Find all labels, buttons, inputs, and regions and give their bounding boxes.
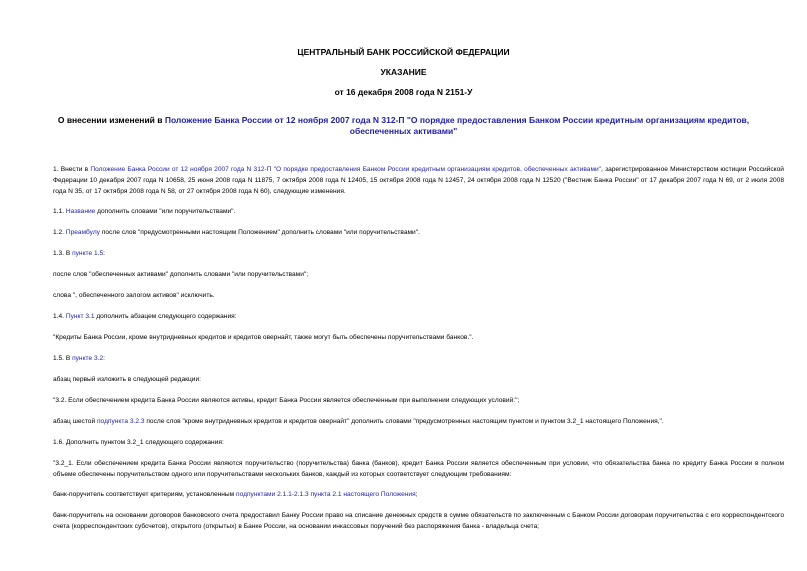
- paragraph-1-3-colon: :: [103, 250, 105, 257]
- document-date-heading: от 16 декабря 2008 года N 2151-У: [334, 87, 473, 97]
- paragraph-1-1: [40, 206, 784, 217]
- paragraph-1-2: [40, 227, 784, 238]
- paragraph-1-5-b-start: абзац шестой: [53, 418, 97, 425]
- paragraph-1-5-a: абзац первый изложить в следующей редакции:: [53, 376, 201, 383]
- subclauses-2-1-link[interactable]: подпунктами 2.1.1-2.1.3 пункта 2.1 настоящего Положения: [236, 491, 416, 498]
- paragraph-1-3: [40, 248, 784, 259]
- paragraph-1-start: 1. Внести в: [53, 166, 91, 173]
- title-regulation-link[interactable]: Положение Банка России от 12 ноября 2007 года N 312-П "О порядке предоставления Банком России кредитным организациям кредитов, обеспеченных активами": [164, 115, 750, 136]
- paragraph-1-3-b: слова ", обеспеченного залогом активов" исключить.: [53, 292, 215, 299]
- paragraph-1-6-b: банк-поручитель на основании договоров банковского счета предоставил Банку России право на списание денежных средств в сумме обязательств по заключенным с Банком России договорам поручительства с его корреспондентского счета (корреспондентских субсчетов), открытого (открытых) в Банке России, на основании инкассовых поручений без распоряжения банка - владельца счета;: [53, 512, 784, 530]
- paragraph-1-4-text: дополнить абзацем следующего содержания:: [94, 313, 237, 320]
- paragraph-1-4-num: 1.4.: [53, 313, 66, 320]
- name-link[interactable]: Название: [65, 208, 96, 215]
- paragraph-1-2-text: после слов "предусмотренными настоящим Положением" дополнить словами "или поручительствами".: [99, 229, 420, 236]
- paragraph-1-5-quote: "3.2. Если обеспечением кредита Банка России являются активы, кредит Банка России является обеспеченным при выполнении следующих условий:";: [53, 397, 520, 404]
- paragraph-1-3-num: 1.3. В: [53, 250, 73, 257]
- document-title: [40, 115, 767, 137]
- paragraph-1-5-b: [40, 416, 784, 427]
- paragraph-1-1-text: дополнить словами "или поручительствами".: [95, 208, 236, 215]
- issuer-heading: ЦЕНТРАЛЬНЫЙ БАНК РОССИЙСКОЙ ФЕДЕРАЦИИ: [297, 47, 510, 57]
- paragraph-1-2-num: 1.2.: [53, 229, 66, 236]
- paragraph-1-rest: , зарегистрированное Министерством юстиции Российской Федерации 10 декабря 2007 года N 10658, 25 июня 2008 года N 11875, 7 октября 2008 года N 12405, 15 октября 2008 года N 12457, 24 октября 2008 года N 12520 ("Вестник Банка России" от 17 декабря 2007 года N 69, от 2 июля 2008 года N 35, от 17 октября 2008 года N 58, от 27 октября 2008 года N 60), следующие изменения.: [53, 166, 784, 195]
- paragraph-1-6-a-end: ;: [415, 491, 418, 498]
- paragraph-1-5: [40, 353, 784, 364]
- paragraph-1-6-a: [40, 489, 784, 500]
- preamble-link[interactable]: Преамбулу: [65, 229, 100, 236]
- paragraph-1-1-num: 1.1.: [53, 208, 66, 215]
- paragraph-1: [40, 164, 784, 197]
- paragraph-1-4: [40, 311, 784, 322]
- paragraph-1-5-b-rest: после слов "кроме внутридневных кредитов и кредитов овернайт" дополнить словами "предусмотренных настоящим пунктом и пунктом 3.2_1 настоящего Положения,".: [144, 418, 664, 425]
- paragraph-1-5-colon: :: [103, 355, 105, 362]
- clause-1-5-link[interactable]: пункте 1.5: [72, 250, 104, 257]
- regulation-312p-link[interactable]: Положение Банка России от 12 ноября 2007 года N 312-П "О порядке предоставления Банком России кредитным организациям кредитов, обеспеченных активами": [90, 166, 602, 173]
- paragraph-1-4-quote: "Кредиты Банка России, кроме внутридневных кредитов и кредитов овернайт, также могут быть обеспечены поручительствами банков.".: [53, 334, 474, 341]
- paragraph-1-6: 1.6. Дополнить пунктом 3.2_1 следующего содержания:: [53, 439, 224, 446]
- paragraph-1-6-quote: "3.2_1. Если обеспечением кредита Банка России являются поручительство (поручительства) банка (банков), кредит Банка России является обеспеченным при условии, что обязательства банка по кредиту Банка России в полном объеме обеспечены поручительством одного или поручительствами нескольких банков, каждый из которых соответствует следующим требованиям:: [53, 460, 784, 478]
- paragraph-1-6-a-start: банк-поручитель соответствует критериям, установленным: [53, 491, 237, 498]
- paragraph-1-3-a: после слов "обеспеченных активами" дополнить словами "или поручительствами";: [53, 271, 309, 278]
- document-type-heading: УКАЗАНИЕ: [380, 67, 427, 77]
- clause-3-1-link[interactable]: Пункт 3.1: [65, 313, 95, 320]
- clause-3-2-link[interactable]: пункте 3.2: [72, 355, 104, 362]
- paragraph-1-5-num: 1.5. В: [53, 355, 73, 362]
- subclause-3-2-3-link[interactable]: подпункта 3.2.3: [96, 418, 145, 425]
- title-prefix: О внесении изменений в: [57, 115, 165, 125]
